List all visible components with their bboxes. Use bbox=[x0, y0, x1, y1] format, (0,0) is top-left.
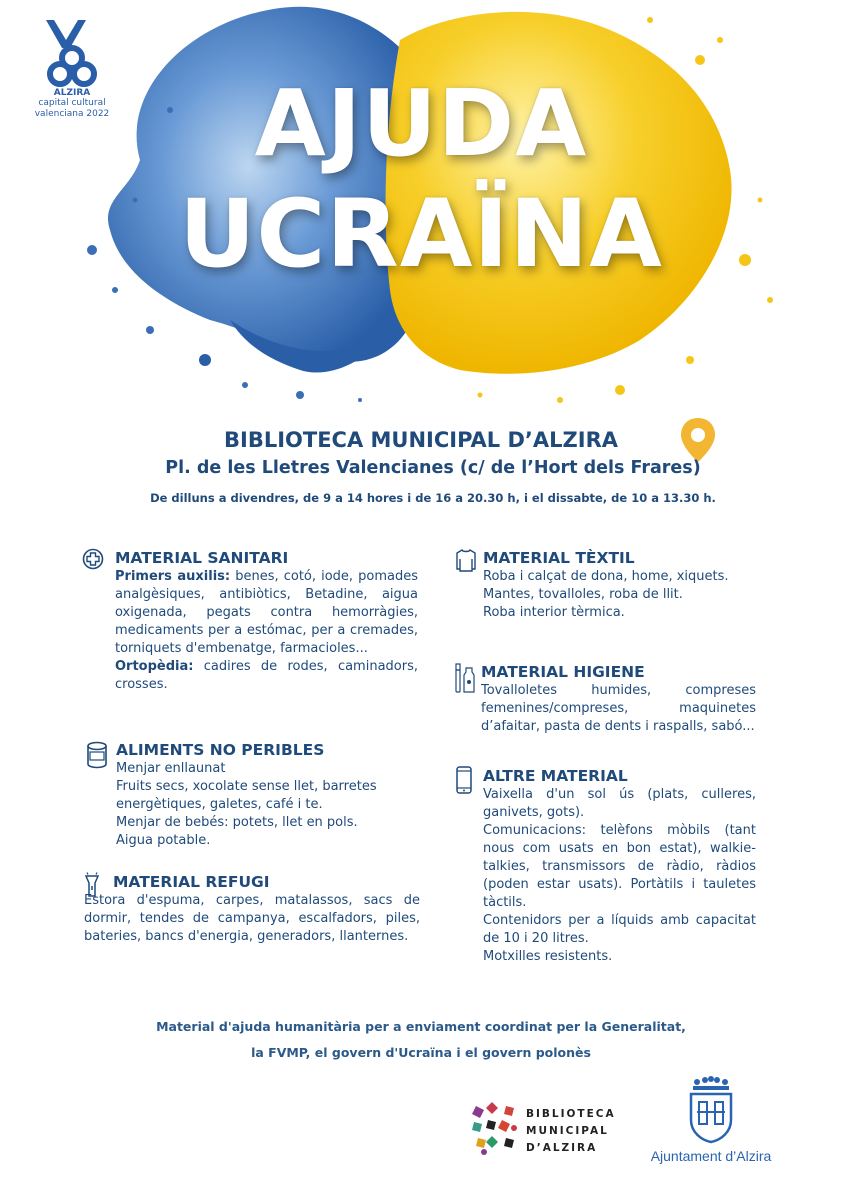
section-aliments-no-peribles bbox=[86, 740, 420, 850]
footer-line1: Material d'ajuda humanitària per a enviament coordinat per la Generalitat, bbox=[156, 1019, 686, 1034]
food-can-icon bbox=[86, 740, 108, 770]
altre-line2: Comunicacions: telèfons mòbils (tant nous com usats en bon estat), walkie-talkies, transmissors de ràdio, ràdios (poden estar usats). Portàtils i tauletes tàctils. bbox=[483, 823, 756, 910]
location-pin-icon bbox=[678, 416, 718, 464]
biblioteca-logo-line1: BIBLIOTECA bbox=[526, 1108, 616, 1120]
title-line1: AJUDA bbox=[254, 70, 588, 177]
venue-name: BIBLIOTECA MUNICIPAL D’ALZIRA bbox=[224, 428, 618, 452]
biblioteca-logo-line3: D’ALZIRA bbox=[526, 1142, 598, 1154]
flashlight-icon bbox=[84, 872, 100, 898]
altre-line3: Contenidors per a líquids amb capacitat de 10 i 20 litres. bbox=[483, 913, 756, 946]
biblioteca-logo-text bbox=[526, 1106, 616, 1157]
logo-line3: valenciana 2022 bbox=[34, 109, 110, 119]
textil-line2: Mantes, tovalloles, roba de llit. bbox=[483, 587, 683, 602]
section-material-refugi bbox=[84, 872, 420, 946]
section-altre-material bbox=[456, 766, 756, 966]
section-title: MATERIAL TÈXTIL bbox=[483, 549, 635, 567]
section-title: ALTRE MATERIAL bbox=[483, 767, 628, 785]
section-material-sanitari bbox=[82, 548, 418, 694]
higiene-line1: Tovalloletes humides, compreses femenines/compreses, maquinetes d’afaitar, pasta de dents i raspalls, sabó... bbox=[481, 683, 756, 734]
footer-line2: la FVMP, el govern d'Ucraïna i el govern polonès bbox=[251, 1045, 591, 1060]
title-line2: UCRAÏNA bbox=[179, 180, 663, 289]
biblioteca-flowers-logo-icon bbox=[470, 1100, 522, 1156]
textil-line3: Roba interior tèrmica. bbox=[483, 605, 625, 620]
section-material-higiene bbox=[454, 662, 756, 736]
refugi-line1: Estora d'espuma, carpes, matalassos, sacs de dormir, tendes de campanya, escalfadors, piles, bateries, bancs d'energia, generadors, llanternes. bbox=[84, 893, 420, 944]
primers-auxilis-text: benes, cotó, iode, pomades analgèsiques, antibiòtics, Betadine, aigua oxigenada, pegats contra hemorràgies, medicaments per a estómac, per a cremades, torniquets d'embenatge, farmacioles... bbox=[115, 569, 418, 656]
aliments-line3: Menjar de bebés: potets, llet en pols. bbox=[116, 815, 358, 830]
textil-line1: Roba i calçat de dona, home, xiquets. bbox=[483, 569, 729, 584]
logo-line1: ALZIRA bbox=[53, 88, 91, 98]
altre-line4: Motxilles resistents. bbox=[483, 949, 613, 964]
primers-auxilis-label: Primers auxilis: bbox=[115, 569, 231, 584]
sweater-icon bbox=[454, 548, 478, 572]
hygiene-products-icon bbox=[454, 662, 476, 694]
ortopedia-label: Ortopèdia: bbox=[115, 659, 194, 674]
medical-cross-icon bbox=[82, 548, 104, 570]
venue-hours: De dilluns a divendres, de 9 a 14 hores i de 16 a 20.30 h, i el dissabte, de 10 a 13.30 h. bbox=[150, 491, 716, 505]
aliments-line1: Menjar enllaunat bbox=[116, 761, 226, 776]
section-title: MATERIAL HIGIENE bbox=[481, 663, 645, 681]
section-material-textil bbox=[454, 548, 754, 622]
biblioteca-logo-line2: MUNICIPAL bbox=[526, 1125, 609, 1137]
venue-address: Pl. de les Lletres Valencianes (c/ de l’Hort dels Frares) bbox=[165, 458, 701, 478]
aliments-line2: Fruits secs, xocolate sense llet, barretes energètiques, galetes, café i te. bbox=[116, 779, 377, 812]
section-title: MATERIAL REFUGI bbox=[113, 873, 270, 891]
section-title: MATERIAL SANITARI bbox=[115, 549, 289, 567]
aliments-line4: Aigua potable. bbox=[116, 833, 211, 848]
ajuntament-logo bbox=[638, 1076, 784, 1164]
ortopedia-text: cadires de rodes, caminadors, crosses. bbox=[115, 659, 418, 692]
ajuntament-coat-of-arms-icon bbox=[687, 1076, 735, 1144]
logo-line2: capital cultural bbox=[38, 98, 106, 108]
mobile-phone-icon bbox=[456, 766, 472, 794]
section-title: ALIMENTS NO PERIBLES bbox=[116, 741, 325, 759]
ajuntament-label: Ajuntament d’Alzira bbox=[650, 1148, 772, 1164]
altre-line1: Vaixella d'un sol ús (plats, culleres, ganivets, gots). bbox=[483, 787, 756, 820]
